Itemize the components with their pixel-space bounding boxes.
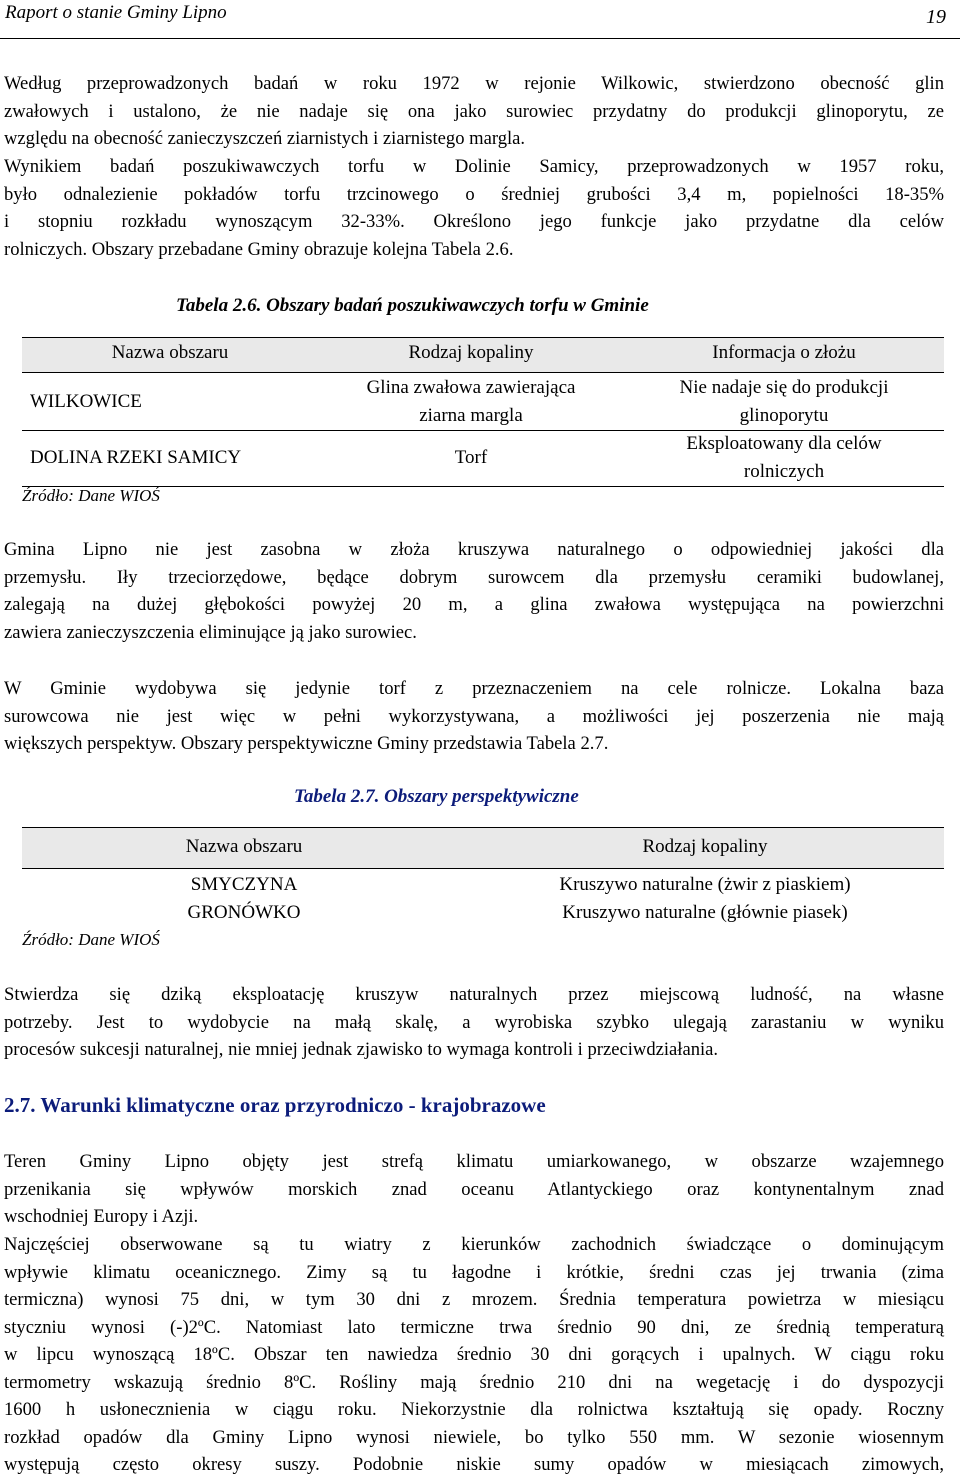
text-line: surowcowa nie jest więc w pełni wykorzystywana, a możliwości jej poszerzenia nie mają — [4, 705, 944, 727]
text-line: W Gminie wydobywa się jedynie torf z przeznaczeniem na cele rolnicze. Lokalna baza — [4, 678, 944, 699]
text-line: Teren Gminy Lipno objęty jest strefą klimatu umiarkowanego, w obszarze wzajemnego — [4, 1151, 944, 1172]
table-source-note: Źródło: Dane WIOŚ — [22, 930, 160, 949]
text-line: Wynikiem badań poszukiwawczych torfu w Dolinie Samicy, przeprowadzonych w 1957 roku, — [4, 156, 944, 177]
text-line: i stopniu rozkładu wynoszącym 32-33%. Określono jego funkcje jako przydatne dla celów — [4, 211, 944, 232]
table-cell-area: GRONÓWKO — [187, 902, 301, 923]
text-line: procesów sukcesji naturalnej, nie mniej jednak zjawisko to wymaga kontroli i przeciwdziałania. — [4, 1039, 719, 1060]
text-line: termiczna) wynosi 75 dni, w tym 30 dni z mrozem. Średnia temperatura powietrza w miesiącu — [4, 1289, 944, 1310]
table-cell-mineral: Kruszywo naturalne (głównie piasek) — [562, 902, 848, 923]
table-cell-mineral: Torf — [454, 447, 488, 468]
text-line: większych perspektyw. Obszary perspektywiczne Gminy przedstawia Tabela 2.7. — [4, 733, 609, 754]
text-line: styczniu wynosi (-)2ºC. Natomiast lato termiczne trwa średnio 90 dni, ze średnią temperaturą — [4, 1316, 944, 1338]
text-line: względu na obecność zanieczyszczeń ziarnistych i ziarnistego margla. — [4, 128, 526, 149]
paragraph-peat-extraction — [4, 675, 944, 758]
paragraph-wilkowice — [4, 70, 944, 153]
table-cell-area: WILKOWICE — [30, 391, 142, 412]
text-line: wschodniej Europy i Azji. — [4, 1206, 199, 1227]
table-source-note: Źródło: Dane WIOŚ — [22, 486, 160, 505]
page-number: 19 — [926, 6, 946, 28]
text-line: zawiera zanieczyszczenia eliminujące ją jako surowiec. — [4, 621, 417, 643]
text-line: w lipcu wynoszącą 18ºC. Obszar ten nawiedza średnio 30 dni gorących i upalnych. W ciągu roku — [4, 1344, 944, 1365]
table-bottom-rule — [22, 486, 944, 487]
header-divider — [0, 38, 960, 39]
text-line: wpływie klimatu oceanicznego. Zimy są tu łagodne i krótkie, średni czas jej trwania (zima — [4, 1261, 944, 1283]
text-line: Według przeprowadzonych badań w roku 1972 w rejonie Wilkowic, stwierdzono obecność glin — [4, 73, 944, 94]
table-2-7-caption: Tabela 2.7. Obszary perspektywiczne — [294, 786, 579, 807]
text-line: Gmina Lipno nie jest zasobna w złoża kruszywa naturalnego o odpowiedniej jakości dla — [4, 539, 944, 560]
paragraph-samica-peat — [4, 153, 944, 263]
running-header-title: Raport o stanie Gminy Lipno — [5, 2, 227, 23]
table-cell-mineral: Kruszywo naturalne (żwir z piaskiem) — [559, 874, 851, 895]
table-header-cell: Rodzaj kopaliny — [408, 342, 534, 363]
text-line: potrzeby. Jest to wydobycie na małą skalę, a wyrobiska szybko ulegają zarastaniu w wyniku — [4, 1011, 944, 1033]
text-line: występują często okresy suszy. Podobnie niskie sumy opadów w miesiącach zimowych, — [4, 1454, 944, 1475]
table-cell-info: Eksploatowany dla celów rolniczych — [686, 433, 882, 482]
text-line: przenikania się wpływów morskich znad oceanu Atlantyckiego oraz kontynentalnym znad — [4, 1178, 944, 1200]
table-2-6-caption: Tabela 2.6. Obszary badań poszukiwawczych torfu w Gminie — [176, 295, 649, 316]
text-line: rolniczych. Obszary przebadane Gminy obrazuje kolejna Tabela 2.6. — [4, 238, 514, 260]
table-header-cell: Informacja o złożu — [712, 342, 856, 363]
text-line: Najczęściej obserwowane są tu wiatry z kierunków zachodnich świadczące o dominującym — [4, 1234, 944, 1255]
table-header-cell: Rodzaj kopaliny — [642, 836, 768, 857]
section-heading: 2.7. Warunki klimatyczne oraz przyrodniczo - krajobrazowe — [4, 1093, 546, 1117]
text-line: 1600 h usłonecznienia w ciągu roku. Niekorzystnie dla rolnictwa kształtują się opady. Roczny — [4, 1399, 944, 1420]
paragraph-climate-details — [4, 1231, 944, 1479]
table-cell-area: DOLINA RZEKI SAMICY — [30, 447, 242, 468]
table-cell-area: SMYCZYNA — [190, 874, 298, 895]
paragraph-wild-exploitation — [4, 981, 944, 1064]
table-cell-info: Nie nadaje się do produkcji glinoporytu — [679, 377, 889, 426]
table-header-cell: Nazwa obszaru — [111, 342, 229, 363]
table-cell-mineral: Glina zwałowa zawierająca ziarna margla — [366, 377, 576, 426]
text-line: zwałowych i ustalono, że nie nadaje się ona jako surowiec przydatny do produkcji glinoporytu, ze — [4, 100, 944, 122]
text-line: Stwierdza się dziką eksploatację kruszyw naturalnych przez miejscową ludność, na własne — [4, 984, 944, 1005]
paragraph-aggregate — [4, 536, 944, 646]
table-header-cell: Nazwa obszaru — [185, 836, 303, 857]
text-line: zalegają na dużej głębokości powyżej 20 m, a glina zwałowa występująca na powierzchni — [4, 594, 944, 615]
text-line: było odnalezienie pokładów torfu trzcinowego o średniej grubości 3,4 m, popielności 18-35% — [4, 183, 944, 205]
paragraph-climate-zone — [4, 1148, 944, 1231]
text-line: przemysłu. Iły trzeciorzędowe, będące dobrym surowcem dla przemysłu ceramiki budowlanej, — [4, 566, 944, 588]
text-line: rozkład opadów dla Gminy Lipno wynosi niewiele, bo tylko 550 mm. W sezonie wiosennym — [4, 1426, 944, 1448]
text-line: termometry wskazują średnio 8ºC. Rośliny mają średnio 210 dni na wegetację i do dyspozycji — [4, 1371, 944, 1393]
